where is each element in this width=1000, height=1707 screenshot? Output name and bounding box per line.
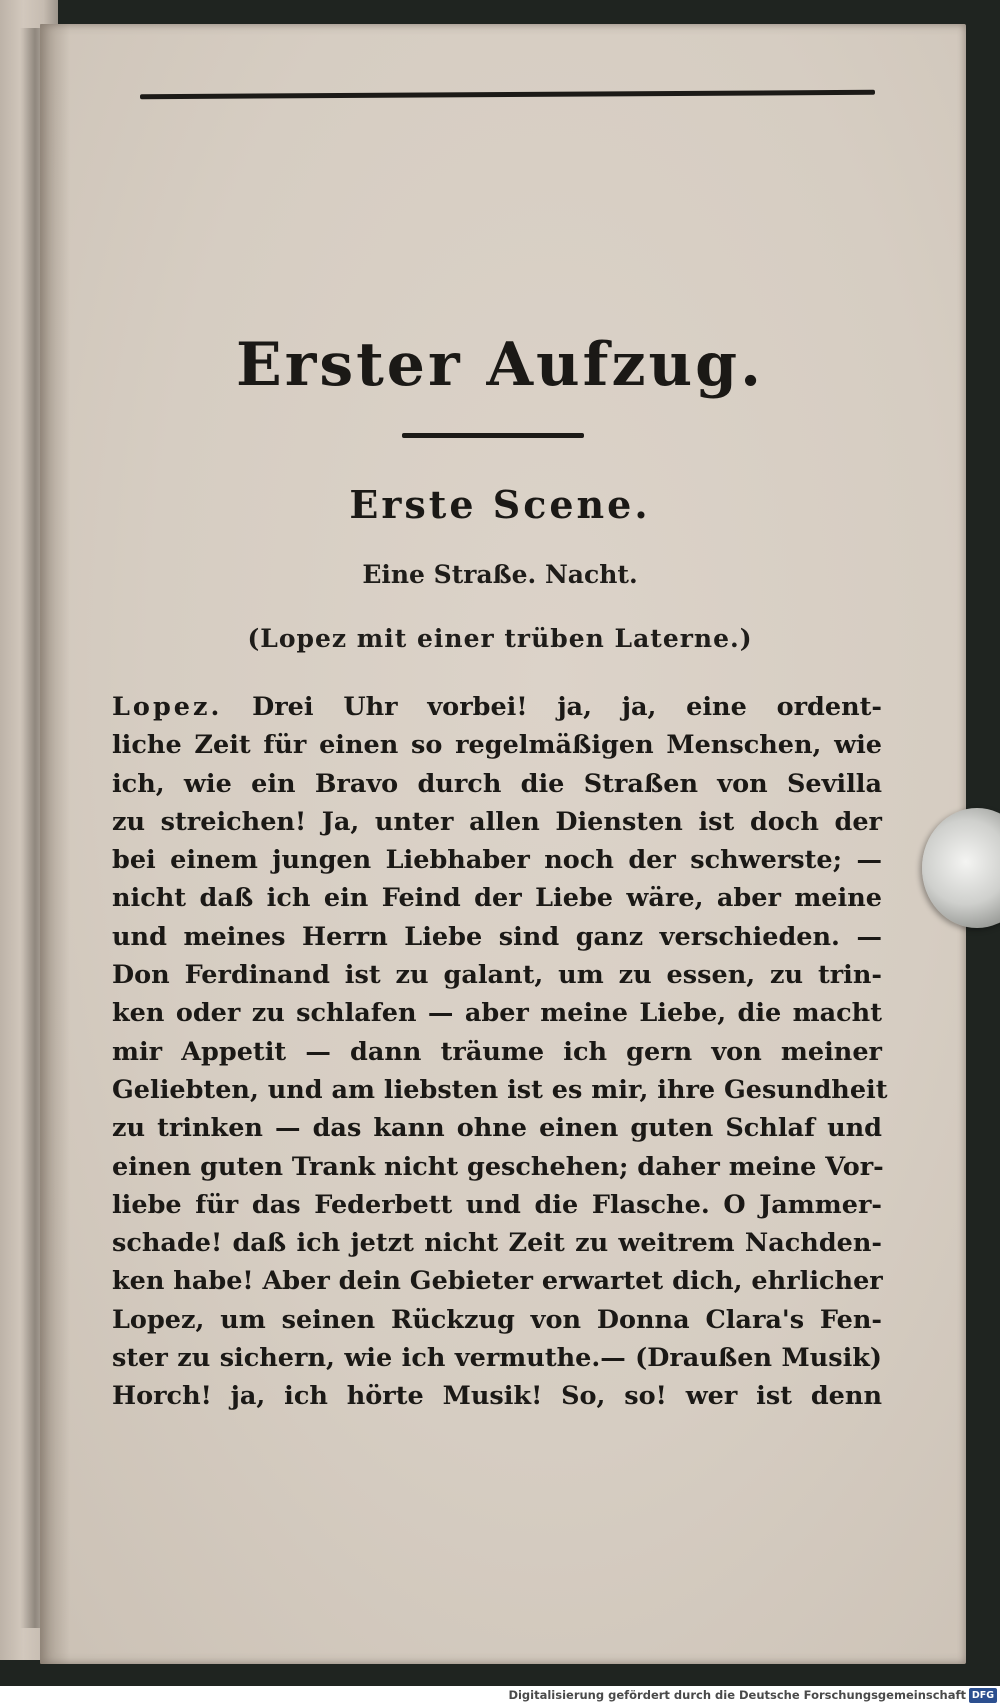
speaker-name: Lopez.: [112, 692, 223, 722]
text-line: [112, 688, 882, 726]
text-line: liche Zeit für einen so regelmäßigen Menschen, wie: [112, 730, 882, 761]
scene-title: Erste Scene.: [349, 482, 651, 527]
text-line: zu streichen! Ja, unter allen Diensten ist doch der: [112, 806, 882, 837]
text-line: ster zu sichern, wie ich vermuthe.— (Draußen Musik): [112, 1343, 882, 1374]
text-line: ich, wie ein Bravo durch die Straßen von Sevilla: [112, 768, 882, 799]
page-fold-shadow: [40, 24, 70, 1664]
text-line: liebe für das Federbett und die Flasche. O Jammer-: [112, 1189, 882, 1220]
scene-setting: Eine Straße. Nacht.: [362, 560, 638, 589]
text-line: Geliebten, und am liebsten ist es mir, ihre Gesundheit: [112, 1074, 888, 1105]
text-line: Don Ferdinand ist zu galant, um zu essen, zu trin-: [112, 960, 882, 991]
act-title: Erster Aufzug.: [235, 330, 765, 400]
text-line: ken habe! Aber dein Gebieter erwartet dich, ehrlicher: [112, 1266, 883, 1297]
text-line: schade! daß ich jetzt nicht Zeit zu weitrem Nachden-: [112, 1228, 882, 1259]
dfg-logo[interactable]: DFG: [969, 1688, 997, 1703]
text-line: und meines Herrn Liebe sind ganz verschieden. —: [112, 921, 882, 952]
stage-direction: (Lopez mit einer trüben Laterne.): [247, 624, 753, 653]
text-line: ken oder zu schlafen — aber meine Liebe, die macht: [112, 998, 882, 1029]
dialogue-text: [112, 688, 888, 1416]
text-line: Horch! ja, ich hörte Musik! So, so! wer ist denn: [112, 1381, 882, 1412]
footer-bar: [0, 1686, 1000, 1707]
text-line-content: Drei Uhr vorbei! ja, ja, eine ordent-: [222, 692, 882, 722]
funding-credit: Digitalisierung gefördert durch die Deutsche Forschungsgemeinschaft: [508, 1688, 966, 1702]
text-line: Lopez, um seinen Rückzug von Donna Clara's Fen-: [112, 1304, 882, 1335]
text-line: einen guten Trank nicht geschehen; daher meine Vor-: [112, 1151, 884, 1182]
text-line: bei einem jungen Liebhaber noch der schwerste; —: [112, 845, 882, 876]
title-underline: [402, 433, 584, 438]
text-line: nicht daß ich ein Feind der Liebe wäre, aber meine: [112, 883, 882, 914]
text-line: zu trinken — das kann ohne einen guten Schlaf und: [112, 1113, 882, 1144]
text-line: mir Appetit — dann träume ich gern von meiner: [112, 1036, 882, 1067]
